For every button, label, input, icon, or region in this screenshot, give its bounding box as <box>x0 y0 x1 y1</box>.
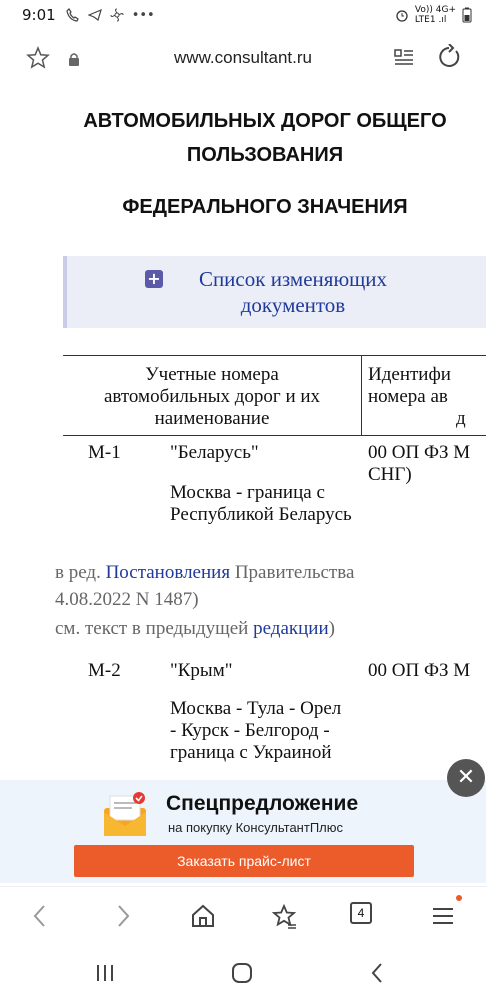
recent-apps-icon[interactable] <box>94 962 116 984</box>
battery-icon <box>462 7 472 23</box>
browser-toolbar <box>0 886 486 946</box>
road-description: Москва - Тула - Орел - Курск - Белгород - граница с Украиной <box>170 698 342 763</box>
road-description: Москва - граница с Республикой Беларусь <box>170 482 352 525</box>
table-header-border <box>63 435 486 436</box>
reload-icon[interactable] <box>436 44 462 70</box>
note-text: в ред. <box>55 562 106 583</box>
more-dots-icon: ••• <box>131 7 155 23</box>
call-icon <box>66 8 80 22</box>
edit-note-line1 <box>55 560 354 586</box>
reader-mode-icon[interactable] <box>392 46 416 70</box>
bookmarks-icon[interactable] <box>270 903 298 931</box>
edit-note-line3 <box>55 616 335 642</box>
header-text: наименование <box>154 408 270 429</box>
fan-icon <box>110 8 124 22</box>
system-nav-bar <box>0 946 486 1000</box>
header-text: Учетные номера <box>145 364 279 385</box>
url-field[interactable]: www.consultant.ru <box>174 48 312 67</box>
previous-edition-link[interactable]: редакции <box>253 618 329 639</box>
doc-title <box>0 104 486 172</box>
road-name: "Крым" <box>170 660 233 681</box>
road-code: М-1 <box>88 442 121 463</box>
home-icon[interactable] <box>190 903 216 929</box>
table-column-divider <box>361 355 362 435</box>
notification-dot <box>456 895 462 901</box>
alarm-icon <box>395 8 409 22</box>
header-text: д <box>456 408 466 429</box>
changes-documents-link[interactable]: Список изменяющих документов <box>198 267 388 317</box>
page-content <box>0 90 486 890</box>
telegram-icon <box>88 8 102 22</box>
promo-subtitle: на покупку КонсультантПлюс <box>168 820 343 835</box>
network-label-2: LTE1 .ıl <box>414 15 447 25</box>
doc-title-line1: АВТОМОБИЛЬНЫХ ДОРОГ ОБЩЕГО <box>83 110 447 132</box>
envelope-icon <box>100 790 150 838</box>
network-label-1: Vo)) 4G+ <box>414 5 456 15</box>
identifier-text: СНГ) <box>368 464 412 485</box>
back-button-icon[interactable] <box>368 961 386 985</box>
close-icon[interactable]: ✕ <box>447 759 485 797</box>
header-text: номера ав <box>368 386 448 407</box>
clock: 9:01 <box>22 6 56 24</box>
resolution-link[interactable]: Постановления <box>105 562 231 583</box>
promo-title: Спецпредложение <box>166 792 359 815</box>
status-bar <box>0 0 486 30</box>
order-price-list-button[interactable]: Заказать прайс-лист <box>74 845 414 877</box>
address-bar <box>0 36 486 82</box>
note-text: ) <box>328 618 335 639</box>
forward-icon[interactable] <box>113 903 133 929</box>
identifier-text: 00 ОП ФЗ М <box>368 442 471 463</box>
notification-icons <box>66 8 155 23</box>
road-identifier: 00 ОП ФЗ М <box>368 660 471 681</box>
menu-icon[interactable] <box>430 903 456 929</box>
note-text: см. текст в предыдущей <box>55 618 254 639</box>
edit-note-line2: 4.08.2022 N 1487) <box>55 589 199 610</box>
road-identifier <box>368 442 470 486</box>
home-button-icon[interactable] <box>230 961 254 985</box>
back-icon[interactable] <box>30 903 50 929</box>
note-text: Правительства <box>230 562 355 583</box>
doc-title-line2: ПОЛЬЗОВАНИЯ <box>186 144 344 166</box>
doc-subtitle: ФЕДЕРАЛЬНОГО ЗНАЧЕНИЯ <box>122 196 408 218</box>
table-header-identifiers <box>368 364 486 430</box>
header-text: Идентифи <box>368 364 451 385</box>
tabs-button[interactable]: 4 <box>350 902 372 924</box>
table-header-account-numbers <box>63 364 361 430</box>
road-code: М-2 <box>88 660 121 681</box>
changes-box <box>63 256 486 328</box>
header-text: автомобильных дорог и их <box>103 386 321 407</box>
status-right <box>395 5 472 25</box>
road-name: "Беларусь" <box>170 442 259 463</box>
table-top-border <box>63 355 486 356</box>
plus-expand-icon[interactable]: + <box>145 270 163 288</box>
